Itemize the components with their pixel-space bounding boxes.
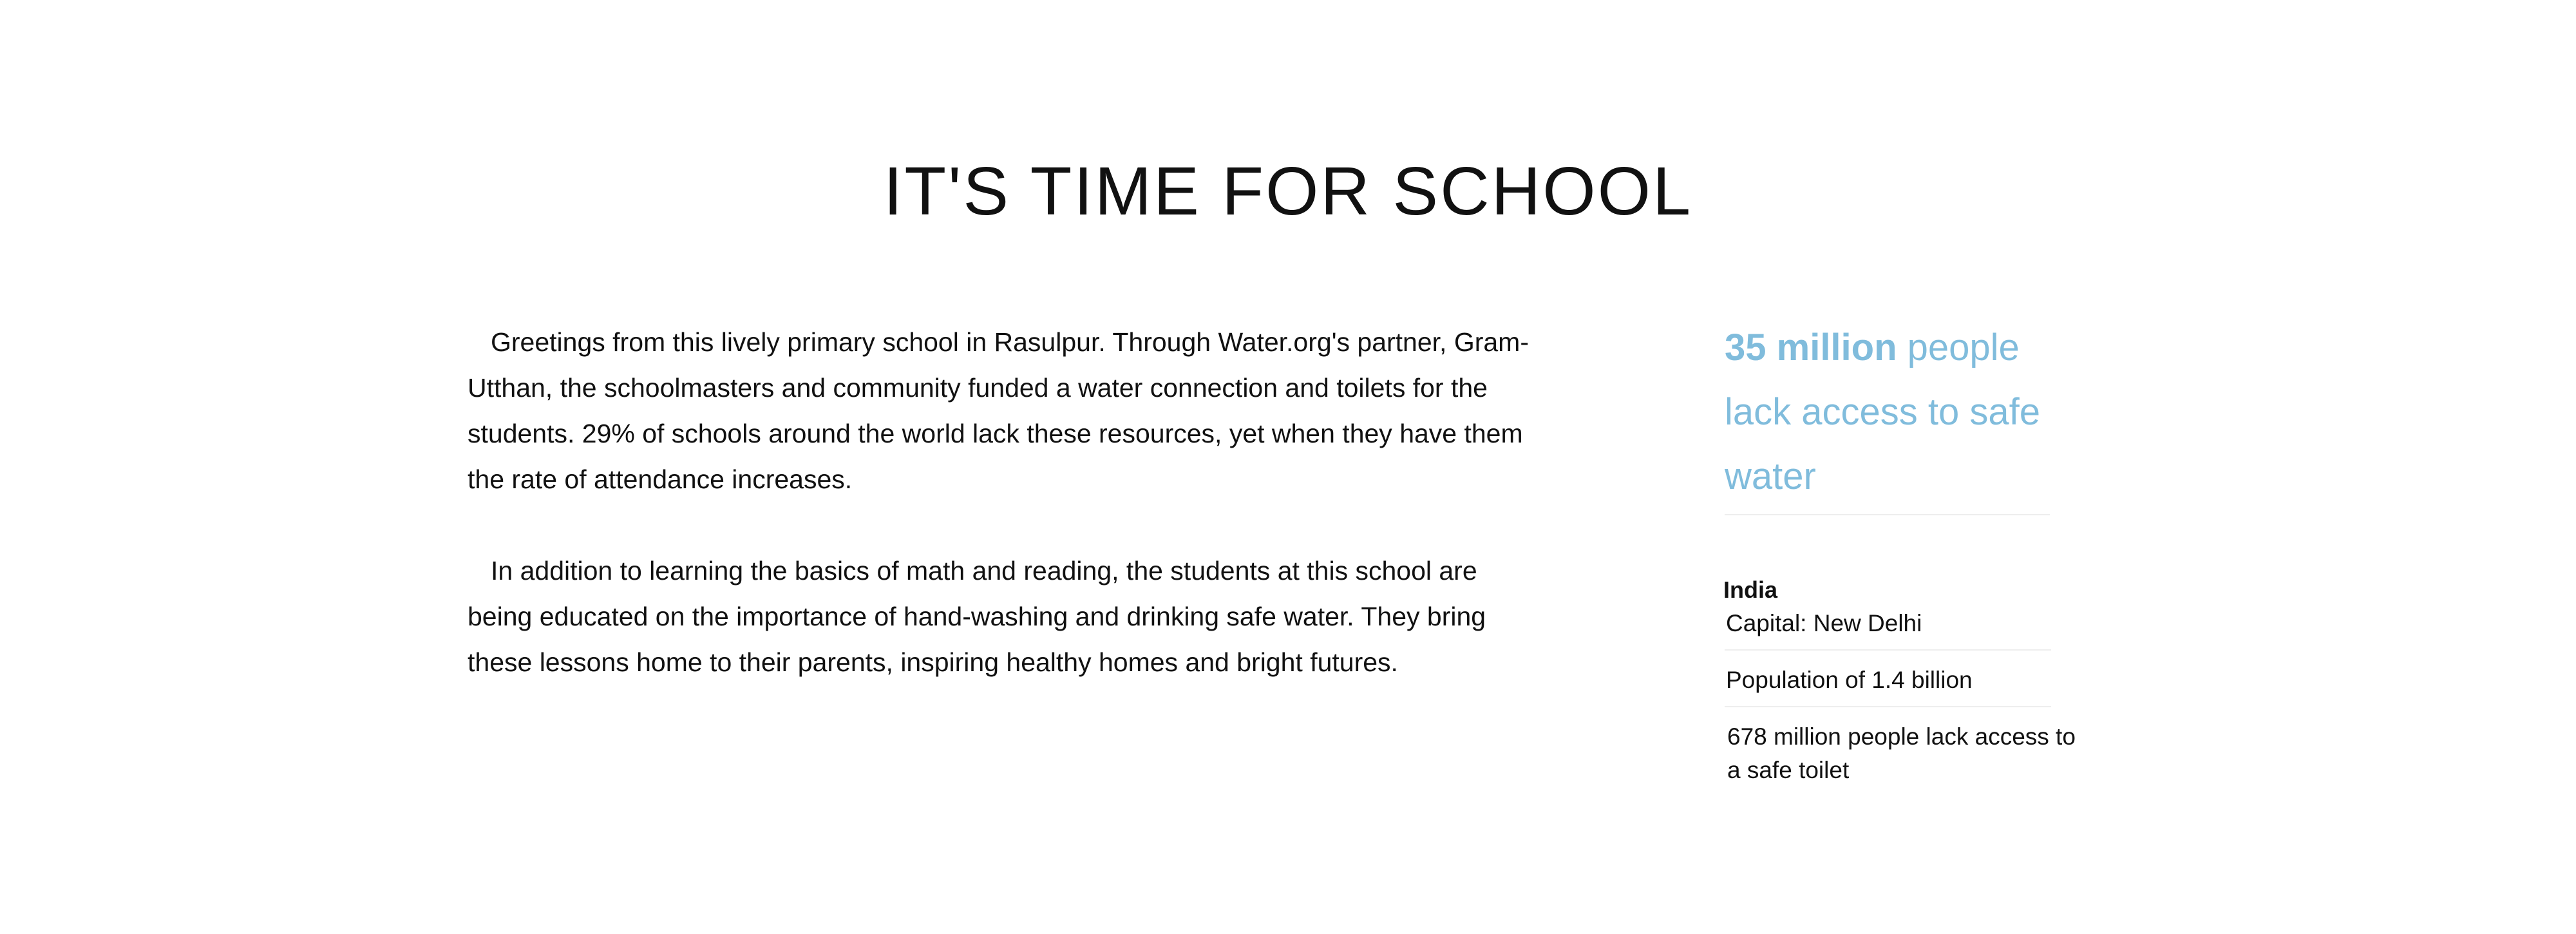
country-population: Population of 1.4 billion <box>1725 651 2051 707</box>
country-sanitation: 678 million people lack access to a safe toilet <box>1727 723 2076 783</box>
facts-sidebar <box>1725 316 2079 796</box>
country-name: India <box>1723 577 1778 603</box>
page-title: IT'S TIME FOR SCHOOL <box>883 153 1693 229</box>
country-capital: Capital: New Delhi <box>1725 605 2051 651</box>
article-paragraph-1: Greetings from this lively primary school in Rasulpur. Through Water.org's partner, Gram-Utthan, the schoolmasters and community funded a water connection and toilets for the students. 29% of schools around the world lack these resources, yet when they have them the rate of attendance increases. <box>468 327 1529 494</box>
water-access-stat <box>1725 316 2050 515</box>
stat-text: people lack access to safe water <box>1725 327 2040 497</box>
country-facts <box>1725 575 2079 796</box>
article-paragraph-2: In addition to learning the basics of math and reading, the students at this school are being educated on the importance of hand-washing and drinking safe water. They bring these lessons home to their parents, inspiring healthy homes and bright futures. <box>468 556 1486 677</box>
stat-highlight: 35 million <box>1725 327 1897 368</box>
article-body <box>468 319 1537 731</box>
